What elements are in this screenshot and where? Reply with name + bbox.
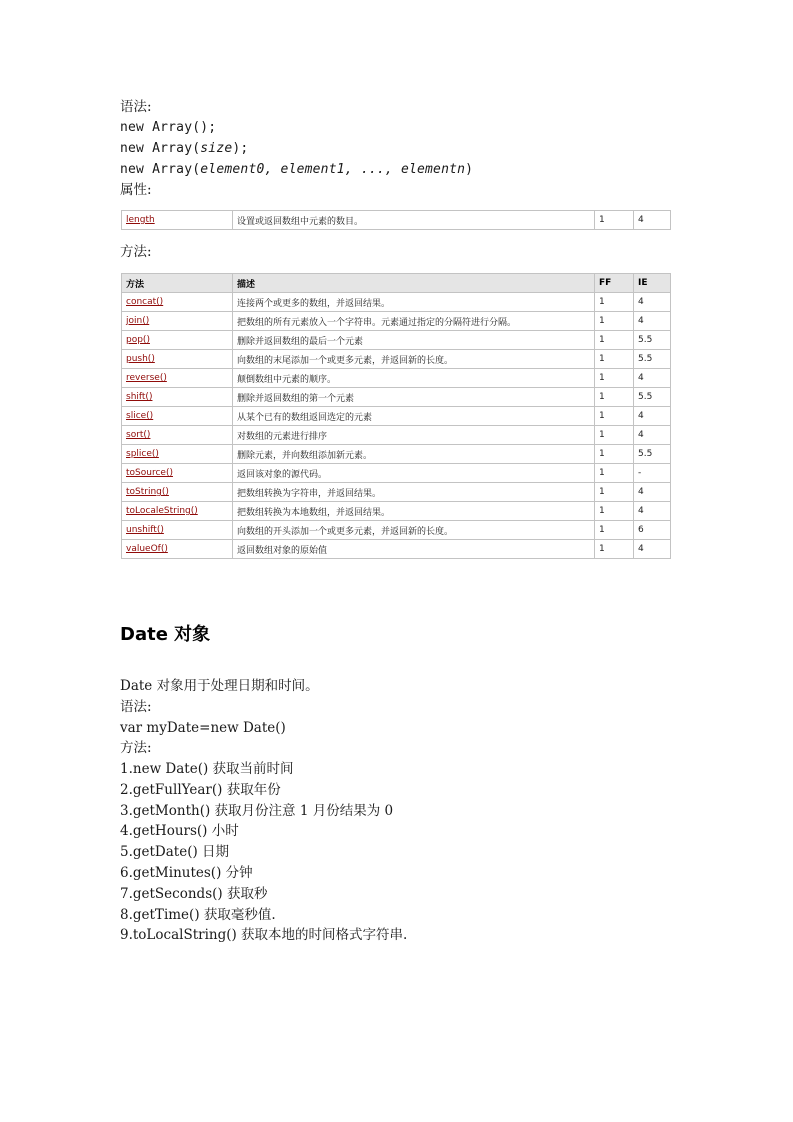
method-ff-cell: 1: [595, 331, 634, 350]
method-link[interactable]: push(): [126, 354, 155, 364]
method-ff-cell: 1: [595, 483, 634, 502]
method-name-cell: [122, 407, 233, 426]
property-ie-cell: 4: [634, 211, 671, 230]
method-ie-cell: 5.5: [634, 331, 671, 350]
table-row: [122, 293, 671, 312]
method-name-cell: [122, 388, 233, 407]
method-desc-cell: 把数组转换为本地数组，并返回结果。: [233, 502, 595, 521]
date-syntax-label: 语法:: [120, 699, 152, 715]
method-desc-cell: 返回该对象的源代码。: [233, 464, 595, 483]
table-row: [122, 540, 671, 559]
date-method-item: 8.getTime() 获取毫秒值.: [120, 906, 276, 923]
date-intro: Date 对象用于处理日期和时间。: [120, 678, 319, 694]
methods-table: [121, 273, 671, 559]
array-syntax-line-1: new Array();: [120, 120, 217, 135]
date-method-item: 3.getMonth() 获取月份注意 1 月份结果为 0: [120, 802, 394, 819]
method-ie-cell: -: [634, 464, 671, 483]
method-link[interactable]: toString(): [126, 487, 169, 497]
table-row: [122, 502, 671, 521]
array-syntax-line-2: [120, 140, 248, 158]
method-name-cell: [122, 331, 233, 350]
table-row: [122, 521, 671, 540]
syntax-text: ): [465, 162, 474, 177]
date-method-item: 9.toLocalString() 获取本地的时间格式字符串.: [120, 927, 408, 944]
property-name-cell: [122, 211, 233, 230]
method-desc-cell: 把数组转换为字符串，并返回结果。: [233, 483, 595, 502]
method-desc-cell: 把数组的所有元素放入一个字符串。元素通过指定的分隔符进行分隔。: [233, 312, 595, 331]
method-desc-cell: 删除元素，并向数组添加新元素。: [233, 445, 595, 464]
method-ff-cell: 1: [595, 464, 634, 483]
method-desc-cell: 连接两个或更多的数组，并返回结果。: [233, 293, 595, 312]
method-link[interactable]: slice(): [126, 411, 154, 421]
method-name-cell: [122, 350, 233, 369]
method-desc-cell: 从某个已有的数组返回选定的元素: [233, 407, 595, 426]
table-row: [122, 388, 671, 407]
date-method-item: 2.getFullYear() 获取年份: [120, 781, 281, 798]
syntax-text: new Array(: [120, 141, 201, 156]
table-row: [122, 369, 671, 388]
method-link[interactable]: toLocaleString(): [126, 506, 198, 516]
method-ff-cell: 1: [595, 293, 634, 312]
method-ff-cell: 1: [595, 369, 634, 388]
method-link[interactable]: unshift(): [126, 525, 164, 535]
method-name-cell: [122, 312, 233, 331]
properties-table: [121, 210, 671, 230]
method-ie-cell: 5.5: [634, 350, 671, 369]
method-ff-cell: 1: [595, 521, 634, 540]
method-ie-cell: 4: [634, 502, 671, 521]
method-ie-cell: 4: [634, 407, 671, 426]
method-ie-cell: 5.5: [634, 388, 671, 407]
method-name-cell: [122, 426, 233, 445]
header-method: 方法: [122, 274, 233, 293]
table-row: [122, 350, 671, 369]
method-link[interactable]: reverse(): [126, 373, 167, 383]
method-link[interactable]: valueOf(): [126, 544, 168, 554]
table-row: [122, 331, 671, 350]
method-ie-cell: 5.5: [634, 445, 671, 464]
array-syntax-line-3: [120, 161, 473, 179]
method-link[interactable]: sort(): [126, 430, 151, 440]
method-name-cell: [122, 445, 233, 464]
method-desc-cell: 删除并返回数组的第一个元素: [233, 388, 595, 407]
method-link[interactable]: pop(): [126, 335, 150, 345]
method-ff-cell: 1: [595, 350, 634, 369]
syntax-text: new Array(: [120, 162, 201, 177]
table-row: [122, 445, 671, 464]
table-header-row: [122, 274, 671, 293]
method-link[interactable]: join(): [126, 316, 150, 326]
method-link[interactable]: shift(): [126, 392, 153, 402]
method-ff-cell: 1: [595, 312, 634, 331]
table-row: [122, 483, 671, 502]
syntax-param: size: [200, 141, 233, 156]
method-link[interactable]: splice(): [126, 449, 159, 459]
property-desc-cell: 设置或返回数组中元素的数目。: [233, 211, 595, 230]
table-row: [122, 426, 671, 445]
method-desc-cell: 返回数组对象的原始值: [233, 540, 595, 559]
date-heading: Date 对象: [120, 624, 211, 645]
method-name-cell: [122, 483, 233, 502]
method-name-cell: [122, 464, 233, 483]
table-row: [122, 464, 671, 483]
header-ie: IE: [634, 274, 671, 293]
method-desc-cell: 向数组的开头添加一个或更多元素，并返回新的长度。: [233, 521, 595, 540]
table-row: [122, 312, 671, 331]
date-method-item: 7.getSeconds() 获取秒: [120, 885, 268, 902]
table-row: [122, 407, 671, 426]
method-ie-cell: 4: [634, 540, 671, 559]
method-ie-cell: 4: [634, 426, 671, 445]
method-desc-cell: 删除并返回数组的最后一个元素: [233, 331, 595, 350]
method-name-cell: [122, 502, 233, 521]
syntax-param: element0, element1, ..., elementn: [200, 162, 466, 177]
method-ff-cell: 1: [595, 540, 634, 559]
method-ff-cell: 1: [595, 445, 634, 464]
method-ie-cell: 6: [634, 521, 671, 540]
date-method-item: 1.new Date() 获取当前时间: [120, 761, 294, 777]
date-methods-label: 方法:: [120, 740, 152, 756]
method-ie-cell: 4: [634, 369, 671, 388]
syntax-text: );: [232, 141, 249, 156]
array-properties-label: 属性:: [120, 182, 152, 198]
property-link[interactable]: length: [126, 215, 155, 225]
date-syntax-code: var myDate=new Date(): [120, 720, 286, 736]
header-description: 描述: [233, 274, 595, 293]
method-ie-cell: 4: [634, 483, 671, 502]
method-desc-cell: 颠倒数组中元素的顺序。: [233, 369, 595, 388]
array-methods-label: 方法:: [120, 244, 152, 260]
header-ff: FF: [595, 274, 634, 293]
method-ff-cell: 1: [595, 407, 634, 426]
method-desc-cell: 向数组的末尾添加一个或更多元素，并返回新的长度。: [233, 350, 595, 369]
method-ff-cell: 1: [595, 388, 634, 407]
method-name-cell: [122, 521, 233, 540]
table-row: [122, 211, 671, 230]
method-ie-cell: 4: [634, 293, 671, 312]
method-ff-cell: 1: [595, 426, 634, 445]
date-method-item: 4.getHours() 小时: [120, 823, 239, 840]
date-method-item: 5.getDate() 日期: [120, 844, 230, 861]
array-syntax-label: 语法:: [120, 99, 152, 115]
method-ff-cell: 1: [595, 502, 634, 521]
method-name-cell: [122, 369, 233, 388]
method-name-cell: [122, 293, 233, 312]
method-ie-cell: 4: [634, 312, 671, 331]
method-desc-cell: 对数组的元素进行排序: [233, 426, 595, 445]
method-link[interactable]: concat(): [126, 297, 164, 307]
method-link[interactable]: toSource(): [126, 468, 173, 478]
property-ff-cell: 1: [595, 211, 634, 230]
method-name-cell: [122, 540, 233, 559]
date-method-item: 6.getMinutes() 分钟: [120, 865, 253, 881]
